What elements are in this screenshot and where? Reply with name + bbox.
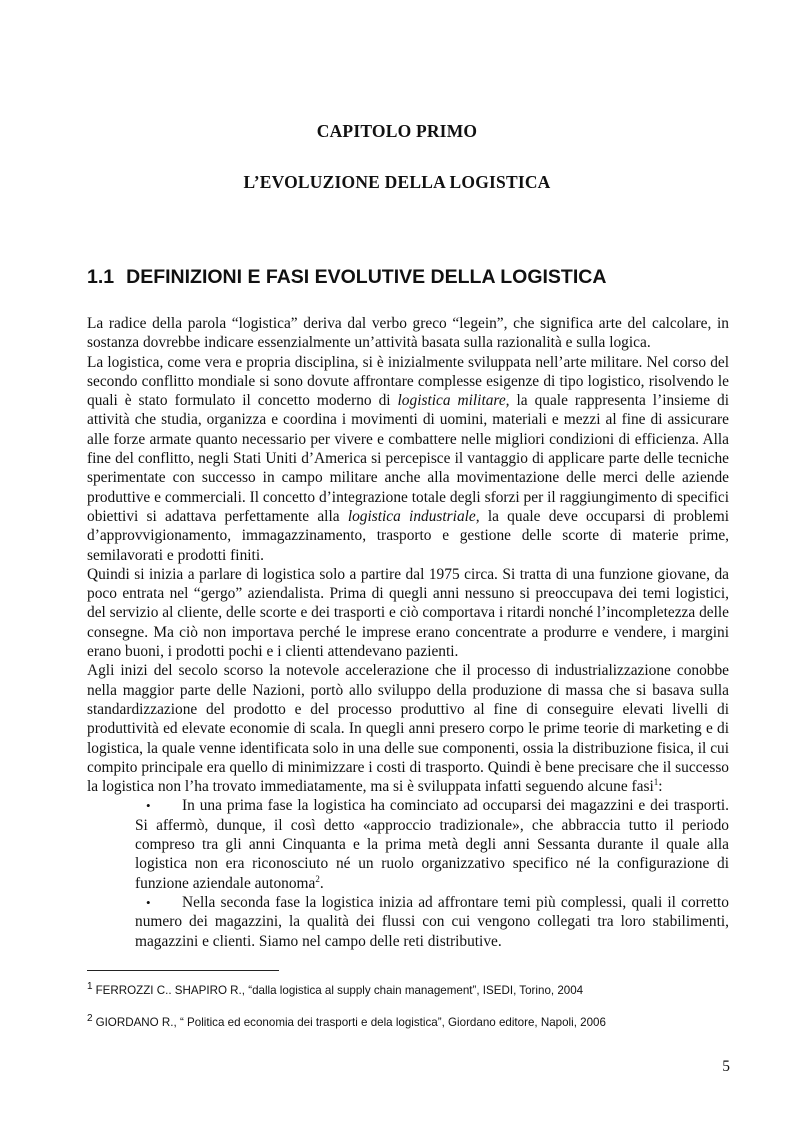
- list-item-text: In una prima fase la logistica ha cominciato ad occuparsi dei magazzini e dei trasporti. Si affermò, dunque, il così detto «approccio tradizionale», che abbraccia tutto il periodo compreso tra gli anni Cinquanta e la prima metà degli anni Sessanta durante il quale alla logistica non era riconosciuto né un ruolo organizzativo specifico né la configurazione di funzione aziendale autonoma: [135, 797, 729, 892]
- paragraph-1975: Quindi si inizia a parlare di logistica solo a partire dal 1975 circa. Si tratta di una funzione giovane, da poco entrata nel “gergo” aziendalista. Prima di quegli anni nessuno si preoccupava dei temi logistici, del servizio al cliente, delle scorte e dei trasporti e ciò comportava i ritardi nonché l’incompletezza delle consegne. Ma ciò non importava perché le imprese erano concentrate a produrre e vendere, i margini erano buoni, i prodotti pochi e i clienti attendevano pazienti.: [87, 565, 729, 661]
- footnote-mark: 2: [87, 1013, 93, 1024]
- bullet-icon: •: [146, 798, 151, 814]
- chapter-label: CAPITOLO PRIMO: [316, 121, 478, 141]
- body-text: [87, 314, 729, 951]
- list-item: [135, 796, 729, 892]
- chapter-title: L’EVOLUZIONE DELLA LOGISTICA: [243, 172, 551, 192]
- page-number: 5: [722, 1058, 730, 1075]
- paragraph-text: la quale rappresenta l’insieme di attività che studia, organizza e coordina i movimenti di uomini, materiali e mezzi al fine di assicurare alle forze armate quanto necessario per vivere e combattere nelle migliori condizioni di efficienza. Alla fine del conflitto, negli Stati Uniti d’America si percepisce il vantaggio di applicare parte delle tecniche sperimentate con successo in campo militare anche alla movimentazione delle merci delle aziende produttive e commerciali. Il concetto d’integrazione totale degli sforzi per il raggiungimento di specifici obiettivi si adattava perfettamente alla: [87, 392, 730, 525]
- list-item-text: .: [319, 874, 324, 892]
- term-logistica-industriale: logistica industriale,: [347, 507, 480, 525]
- list-item: [135, 893, 729, 951]
- paragraph-military-origin: [87, 353, 729, 565]
- section-title: DEFINIZIONI E FASI EVOLUTIVE DELLA LOGISTICA: [126, 266, 607, 288]
- list-item-text: Nella seconda fase la logistica inizia ad affrontare temi più complessi, quali il corretto numero dei magazzini, la qualità dei flussi con cui vengono collegati tra loro stabilimenti, magazzini e clienti. Siamo nel campo delle reti distributive.: [135, 893, 729, 950]
- section-number: 1.1: [87, 266, 115, 288]
- section-heading: [87, 266, 737, 289]
- term-logistica-militare: logistica militare,: [397, 392, 510, 410]
- paragraph-text: la quale deve occuparsi di problemi d’approvvigionamento, immagazzinamento, trasporto e gestione delle scorte di materie prime, semilavorati e prodotti finiti.: [87, 507, 729, 564]
- paragraph-text: La logistica, come vera e propria disciplina, si è inizialmente sviluppata nell’arte militare. Nel corso del secondo conflitto mondiale si sono dovute affrontare complesse esigenze di tipo logistico, risolvendo le quali è stato formulato il concetto moderno di: [87, 353, 729, 410]
- bullet-icon: •: [146, 894, 151, 910]
- paragraph-text: :: [658, 778, 663, 796]
- footnote-ref-1[interactable]: 1: [653, 777, 659, 787]
- paragraph-etymology: La radice della parola “logistica” deriva dal verbo greco “legein”, che significa arte del calcolare, in sostanza dovrebbe indicare essenzialmente un’attività basata sulla razionalità e sulla logica.: [87, 315, 729, 352]
- footnote-text: GIORDANO R., “ Politica ed economia dei trasporti e dela logistica”, Giordano editore, Napoli, 2006: [95, 1015, 606, 1029]
- footnote-2: [87, 1013, 747, 1029]
- paragraph-industrialization: [87, 661, 729, 796]
- footnote-mark: 1: [87, 981, 93, 992]
- phases-list: [87, 796, 729, 950]
- footnote-1: [87, 981, 747, 997]
- paragraph-text: Agli inizi del secolo scorso la notevole accelerazione che il processo di industrializzazione conobbe nella maggior parte delle Nazioni, portò allo sviluppo della produzione di massa che si basava sulla standardizzazione del prodotto e del processo produttivo al fine di conseguire elevati livelli di produttività ed elevate economie di scala. In quegli anni presero corpo le prime teorie di marketing e di logistica, la quale venne identificata solo in una delle sue componenti, ossia la distribuzione fisica, il cui compito principale era quello di minimizzare i costi di trasporto. Quindi è bene precisare che il successo la logistica non l’ha trovato immediatamente, ma si è sviluppata infatti seguendo alcune fasi: [87, 662, 729, 796]
- footnote-text: FERROZZI C.. SHAPIRO R., “dalla logistica al supply chain management”, ISEDI, Torino, 2004: [95, 983, 584, 997]
- footnote-ref-2[interactable]: 2: [315, 873, 320, 884]
- footnote-separator: [87, 970, 279, 971]
